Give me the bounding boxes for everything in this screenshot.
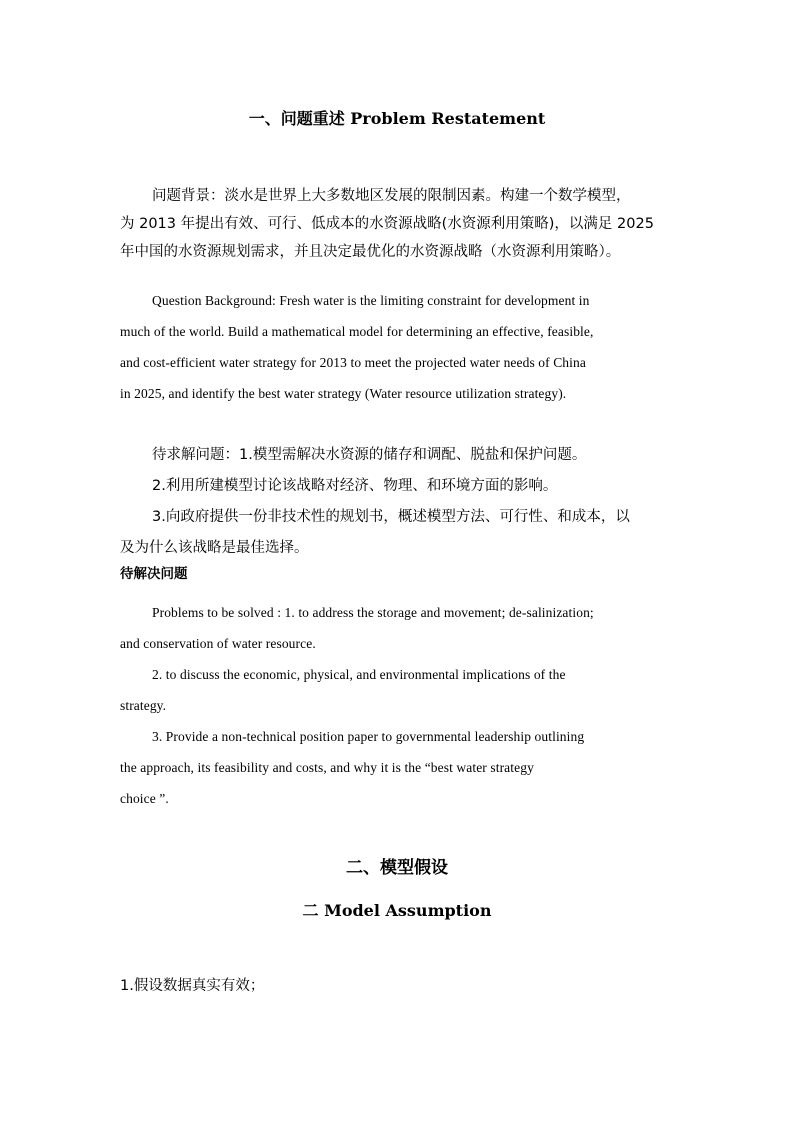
tasks-cn-line-3: 3.向政府提供一份非技术性的规划书，概述模型方法、可行性、和成本，以 — [152, 509, 630, 525]
tasks-cn-line-4: 及为什么该战略是最佳选择。 — [120, 540, 309, 556]
tasks-en-line-6: the approach, its feasibility and costs, and why it is the “best water strategy — [120, 760, 534, 775]
tasks-en-line-4: strategy. — [120, 698, 167, 713]
tasks-en-line-7: choice ”. — [120, 791, 169, 806]
tasks-cn-line-2: 2.利用所建模型讨论该战略对经济、物理、和环境方面的影响。 — [152, 478, 558, 494]
tasks-en-line-3: 2. to discuss the economic, physical, and environmental implications of the — [152, 667, 566, 682]
background-en-line-1: Question Background: Fresh water is the limiting constraint for development in — [152, 293, 590, 308]
assumption-1: 1.假设数据真实有效； — [120, 978, 265, 994]
section-2-heading-en: 二 Model Assumption — [302, 901, 492, 920]
tasks-en-line-2: and conservation of water resource. — [120, 636, 316, 651]
tasks-en-line-1: Problems to be solved : 1. to address the storage and movement; de-salinization; — [152, 605, 594, 620]
background-cn-line-3: 年中国的水资源规划需求，并且决定最优化的水资源战略（水资源利用策略）。 — [120, 244, 621, 260]
tasks-cn-line-1: 待求解问题：1.模型需解决水资源的储存和调配、脱盐和保护问题。 — [152, 447, 587, 463]
background-cn-line-1: 问题背景：淡水是世界上大多数地区发展的限制因素。构建一个数学模型， — [152, 188, 631, 204]
background-cn-line-2: 为 2013 年提出有效、可行、低成本的水资源战略(水资源利用策略)，以满足 2025 — [120, 216, 654, 232]
tasks-label: 待解决问题 — [120, 566, 188, 582]
tasks-en-paragraph — [120, 597, 594, 814]
background-en-line-3: and cost-efficient water strategy for 2013 to meet the projected water needs of China — [120, 355, 586, 370]
tasks-en-line-5: 3. Provide a non-technical position paper to governmental leadership outlining — [152, 729, 585, 744]
section-1-heading: 一、问题重述 Problem Restatement — [248, 109, 546, 128]
section-2-heading-cn: 二、模型假设 — [346, 858, 448, 878]
background-cn-paragraph — [120, 182, 680, 266]
background-en-line-2: much of the world. Build a mathematical model for determining an effective, feasible, — [120, 324, 594, 339]
tasks-cn-paragraph — [120, 440, 680, 564]
background-en-line-4: in 2025, and identify the best water strategy (Water resource utilization strategy). — [120, 386, 567, 401]
background-en-paragraph — [120, 285, 593, 409]
